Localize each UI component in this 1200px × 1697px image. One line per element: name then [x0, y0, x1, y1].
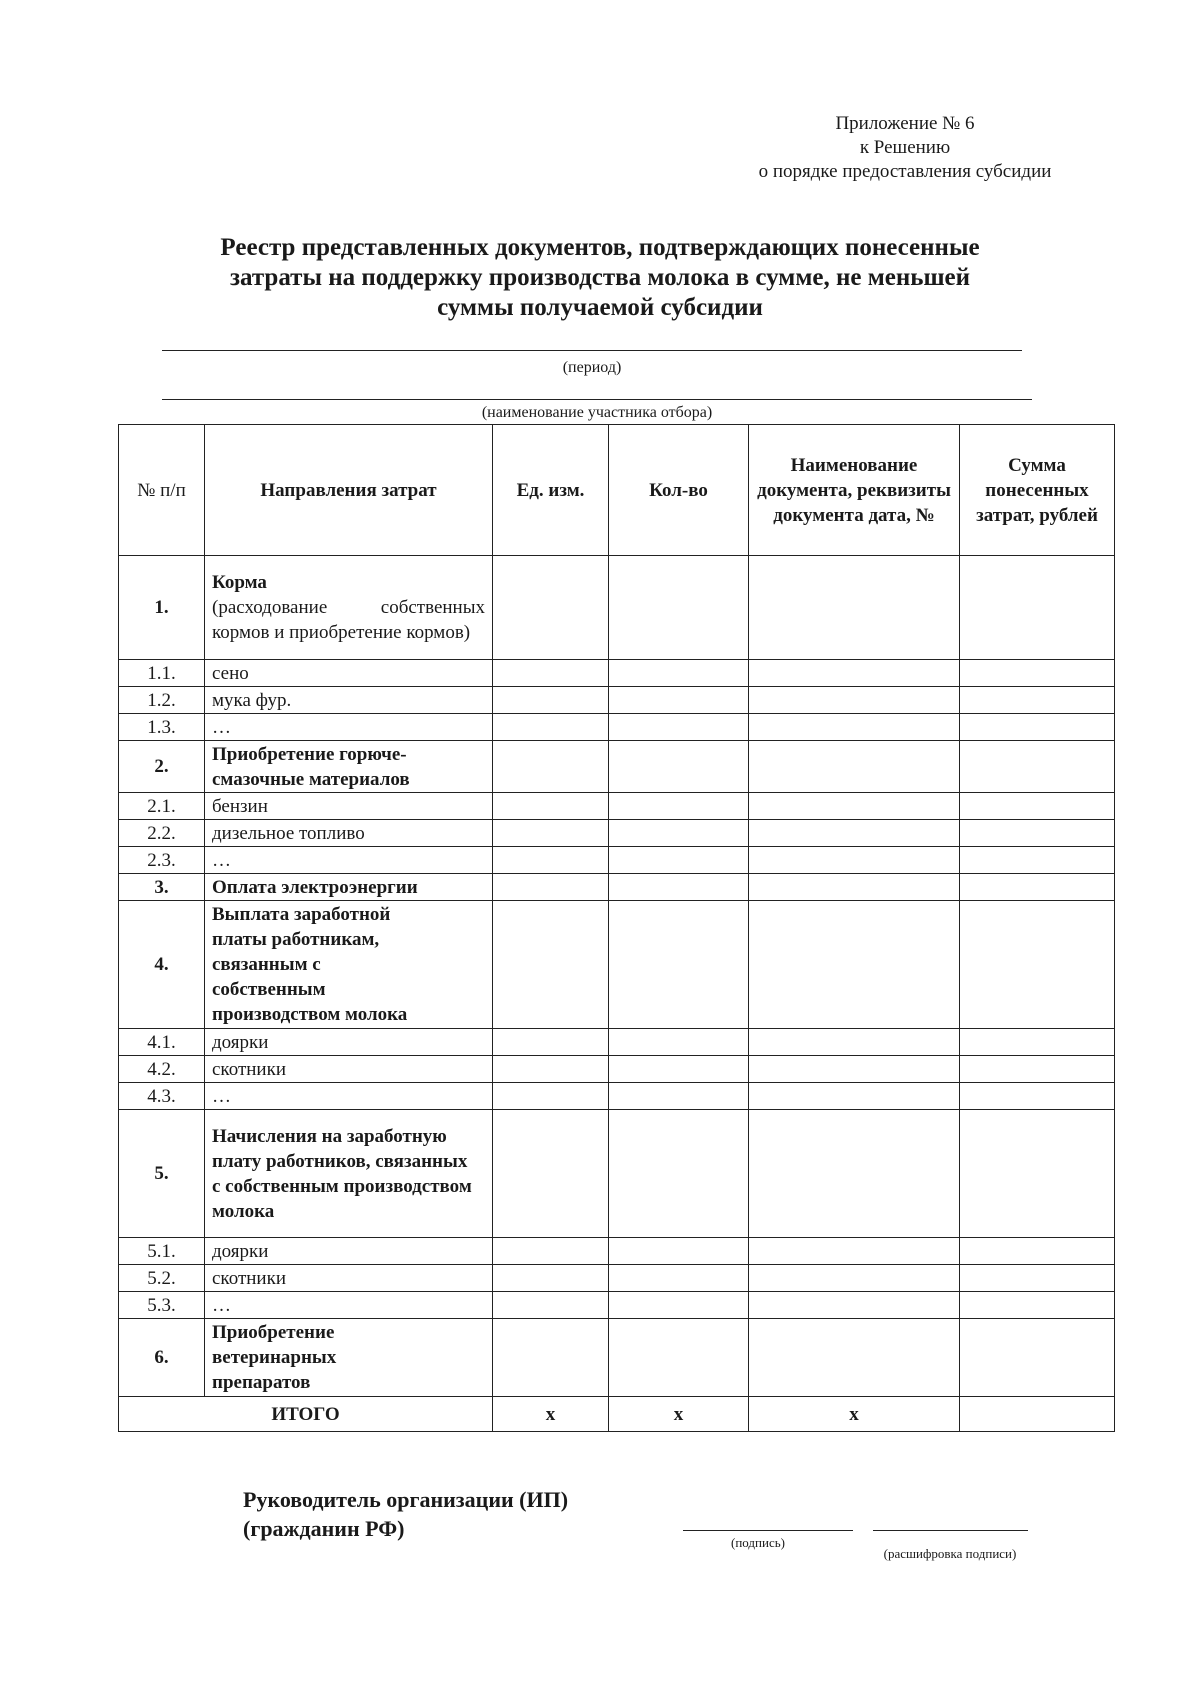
signature-decode-caption: (расшифровка подписи) [883, 1546, 1017, 1561]
table-row [119, 793, 1115, 820]
row-direction: … [205, 1083, 493, 1110]
table-row [119, 1319, 1115, 1397]
table-row [119, 714, 1115, 741]
row-document-cell[interactable] [749, 847, 960, 874]
row-number: 2. [119, 741, 205, 793]
table-row [119, 1238, 1115, 1265]
row-qty-cell[interactable] [609, 1110, 749, 1238]
total-document-x: x [749, 1397, 960, 1432]
table-row [119, 1265, 1115, 1292]
row-direction: … [205, 847, 493, 874]
row-number: 1. [119, 556, 205, 660]
title-line-3: суммы получаемой субсидии [437, 294, 763, 321]
appendix-number: Приложение № 6 [835, 113, 975, 134]
table-row [119, 660, 1115, 687]
appendix-reference: к Решению [859, 137, 951, 158]
row-qty-cell[interactable] [609, 793, 749, 820]
row-direction: Начисления на заработную плату работников, связанных с собственным производством молока [205, 1110, 493, 1238]
row-qty-cell[interactable] [609, 1083, 749, 1110]
row-sum-cell[interactable] [960, 1083, 1115, 1110]
table-row [119, 1083, 1115, 1110]
row-qty-cell[interactable] [609, 874, 749, 901]
row-unit-cell[interactable] [493, 1056, 609, 1083]
row-document-cell[interactable] [749, 741, 960, 793]
row-unit-cell[interactable] [493, 714, 609, 741]
row-document-cell[interactable] [749, 901, 960, 1029]
header-qty: Кол-во [609, 425, 749, 556]
row-direction: Приобретение горюче-смазочные материалов [205, 741, 493, 793]
table-row [119, 1029, 1115, 1056]
document-title [150, 233, 1050, 323]
row-unit-cell[interactable] [493, 660, 609, 687]
row-sum-cell[interactable] [960, 741, 1115, 793]
row-sum-cell[interactable] [960, 901, 1115, 1029]
signer-title: Руководитель организации (ИП) [243, 1487, 569, 1512]
row-direction-note: (расходование собственных кормов и приобретение кормов) [212, 597, 485, 643]
row-number: 4. [119, 901, 205, 1029]
table-header-row [119, 425, 1115, 556]
row-document-cell[interactable] [749, 1238, 960, 1265]
row-sum-cell[interactable] [960, 874, 1115, 901]
row-direction [205, 556, 493, 660]
row-sum-cell[interactable] [960, 793, 1115, 820]
appendix-header [700, 112, 1110, 184]
row-unit-cell[interactable] [493, 1083, 609, 1110]
table-row [119, 874, 1115, 901]
table-row [119, 687, 1115, 714]
row-sum-cell[interactable] [960, 660, 1115, 687]
row-document-cell[interactable] [749, 1265, 960, 1292]
row-number: 3. [119, 874, 205, 901]
row-qty-cell[interactable] [609, 820, 749, 847]
row-document-cell[interactable] [749, 687, 960, 714]
row-direction: бензин [205, 793, 493, 820]
header-unit: Ед. изм. [493, 425, 609, 556]
row-document-cell[interactable] [749, 1319, 960, 1397]
row-direction: Оплата электроэнергии [205, 874, 493, 901]
row-qty-cell[interactable] [609, 1238, 749, 1265]
row-sum-cell[interactable] [960, 1292, 1115, 1319]
row-number: 5.2. [119, 1265, 205, 1292]
row-unit-cell[interactable] [493, 874, 609, 901]
row-unit-cell[interactable] [493, 847, 609, 874]
header-sum: Сумма понесенных затрат, рублей [960, 425, 1115, 556]
row-qty-cell[interactable] [609, 660, 749, 687]
period-caption: (период) [562, 359, 622, 376]
row-unit-cell[interactable] [493, 1292, 609, 1319]
row-sum-cell[interactable] [960, 1029, 1115, 1056]
row-qty-cell[interactable] [609, 1319, 749, 1397]
row-direction: мука фур. [205, 687, 493, 714]
row-sum-cell[interactable] [960, 714, 1115, 741]
row-sum-cell[interactable] [960, 1056, 1115, 1083]
row-document-cell[interactable] [749, 1110, 960, 1238]
total-row [119, 1397, 1115, 1432]
row-qty-cell[interactable] [609, 687, 749, 714]
appendix-subject: о порядке предоставления субсидии [758, 161, 1052, 182]
header-direction: Направления затрат [205, 425, 493, 556]
row-sum-cell[interactable] [960, 1238, 1115, 1265]
row-direction: доярки [205, 1029, 493, 1056]
row-sum-cell[interactable] [960, 687, 1115, 714]
total-sum-cell[interactable] [960, 1397, 1115, 1432]
row-document-cell[interactable] [749, 793, 960, 820]
period-blank-line [162, 350, 1022, 351]
row-number: 1.2. [119, 687, 205, 714]
row-unit-cell[interactable] [493, 741, 609, 793]
row-number: 5.1. [119, 1238, 205, 1265]
row-number: 4.3. [119, 1083, 205, 1110]
row-number: 5.3. [119, 1292, 205, 1319]
row-sum-cell[interactable] [960, 820, 1115, 847]
row-unit-cell[interactable] [493, 1029, 609, 1056]
row-sum-cell[interactable] [960, 1319, 1115, 1397]
row-direction: дизельное топливо [205, 820, 493, 847]
row-direction: … [205, 1292, 493, 1319]
participant-blank-line [162, 399, 1032, 400]
row-number: 4.1. [119, 1029, 205, 1056]
row-qty-cell[interactable] [609, 1292, 749, 1319]
table-row [119, 1110, 1115, 1238]
row-direction: Приобретение ветеринарных препаратов [205, 1319, 493, 1397]
participant-caption: (наименование участника отбора) [481, 404, 713, 421]
row-direction: Выплата заработной платы работникам, связанным с собственным производством молока [205, 901, 493, 1029]
table-row [119, 820, 1115, 847]
row-document-cell[interactable] [749, 1292, 960, 1319]
registry-table [118, 424, 1115, 1432]
row-direction: … [205, 714, 493, 741]
row-document-cell[interactable] [749, 820, 960, 847]
row-document-cell[interactable] [749, 660, 960, 687]
row-qty-cell[interactable] [609, 847, 749, 874]
signature-line[interactable] [683, 1530, 853, 1531]
row-unit-cell[interactable] [493, 901, 609, 1029]
row-number: 4.2. [119, 1056, 205, 1083]
row-unit-cell[interactable] [493, 1238, 609, 1265]
row-document-cell[interactable] [749, 1029, 960, 1056]
row-direction: скотники [205, 1265, 493, 1292]
signature-decode-line[interactable] [873, 1530, 1028, 1531]
signer-block [243, 1485, 568, 1543]
row-number: 1.1. [119, 660, 205, 687]
row-document-cell[interactable] [749, 556, 960, 660]
signer-subtitle: (гражданин РФ) [243, 1516, 405, 1541]
row-number: 6. [119, 1319, 205, 1397]
total-label: ИТОГО [119, 1397, 493, 1432]
row-direction: доярки [205, 1238, 493, 1265]
total-qty-x: x [609, 1397, 749, 1432]
row-number: 1.3. [119, 714, 205, 741]
row-qty-cell[interactable] [609, 1056, 749, 1083]
table-row [119, 741, 1115, 793]
row-direction: сено [205, 660, 493, 687]
table-row [119, 1292, 1115, 1319]
row-qty-cell[interactable] [609, 901, 749, 1029]
table-row [119, 901, 1115, 1029]
row-number: 2.3. [119, 847, 205, 874]
header-num: № п/п [119, 425, 205, 556]
row-document-cell[interactable] [749, 714, 960, 741]
row-sum-cell[interactable] [960, 1265, 1115, 1292]
row-number: 2.2. [119, 820, 205, 847]
row-document-cell[interactable] [749, 1056, 960, 1083]
header-document: Наименование документа, реквизиты документа дата, № [749, 425, 960, 556]
row-sum-cell[interactable] [960, 1110, 1115, 1238]
row-document-cell[interactable] [749, 1083, 960, 1110]
row-qty-cell[interactable] [609, 741, 749, 793]
row-number: 2.1. [119, 793, 205, 820]
row-unit-cell[interactable] [493, 556, 609, 660]
row-document-cell[interactable] [749, 874, 960, 901]
row-unit-cell[interactable] [493, 1110, 609, 1238]
signature-caption: (подпись) [731, 1535, 785, 1550]
row-unit-cell[interactable] [493, 687, 609, 714]
table-row [119, 847, 1115, 874]
row-direction: скотники [205, 1056, 493, 1083]
row-qty-cell[interactable] [609, 1029, 749, 1056]
row-direction-title: Корма [212, 572, 267, 593]
row-qty-cell[interactable] [609, 556, 749, 660]
title-line-1: Реестр представленных документов, подтверждающих понесенные [220, 234, 980, 261]
total-unit-x: x [493, 1397, 609, 1432]
row-sum-cell[interactable] [960, 847, 1115, 874]
row-unit-cell[interactable] [493, 793, 609, 820]
row-sum-cell[interactable] [960, 556, 1115, 660]
row-unit-cell[interactable] [493, 1265, 609, 1292]
table-row [119, 556, 1115, 660]
row-unit-cell[interactable] [493, 820, 609, 847]
row-unit-cell[interactable] [493, 1319, 609, 1397]
title-line-2: затраты на поддержку производства молока в сумме, не меньшей [229, 264, 971, 291]
table-row [119, 1056, 1115, 1083]
row-qty-cell[interactable] [609, 714, 749, 741]
row-number: 5. [119, 1110, 205, 1238]
row-qty-cell[interactable] [609, 1265, 749, 1292]
